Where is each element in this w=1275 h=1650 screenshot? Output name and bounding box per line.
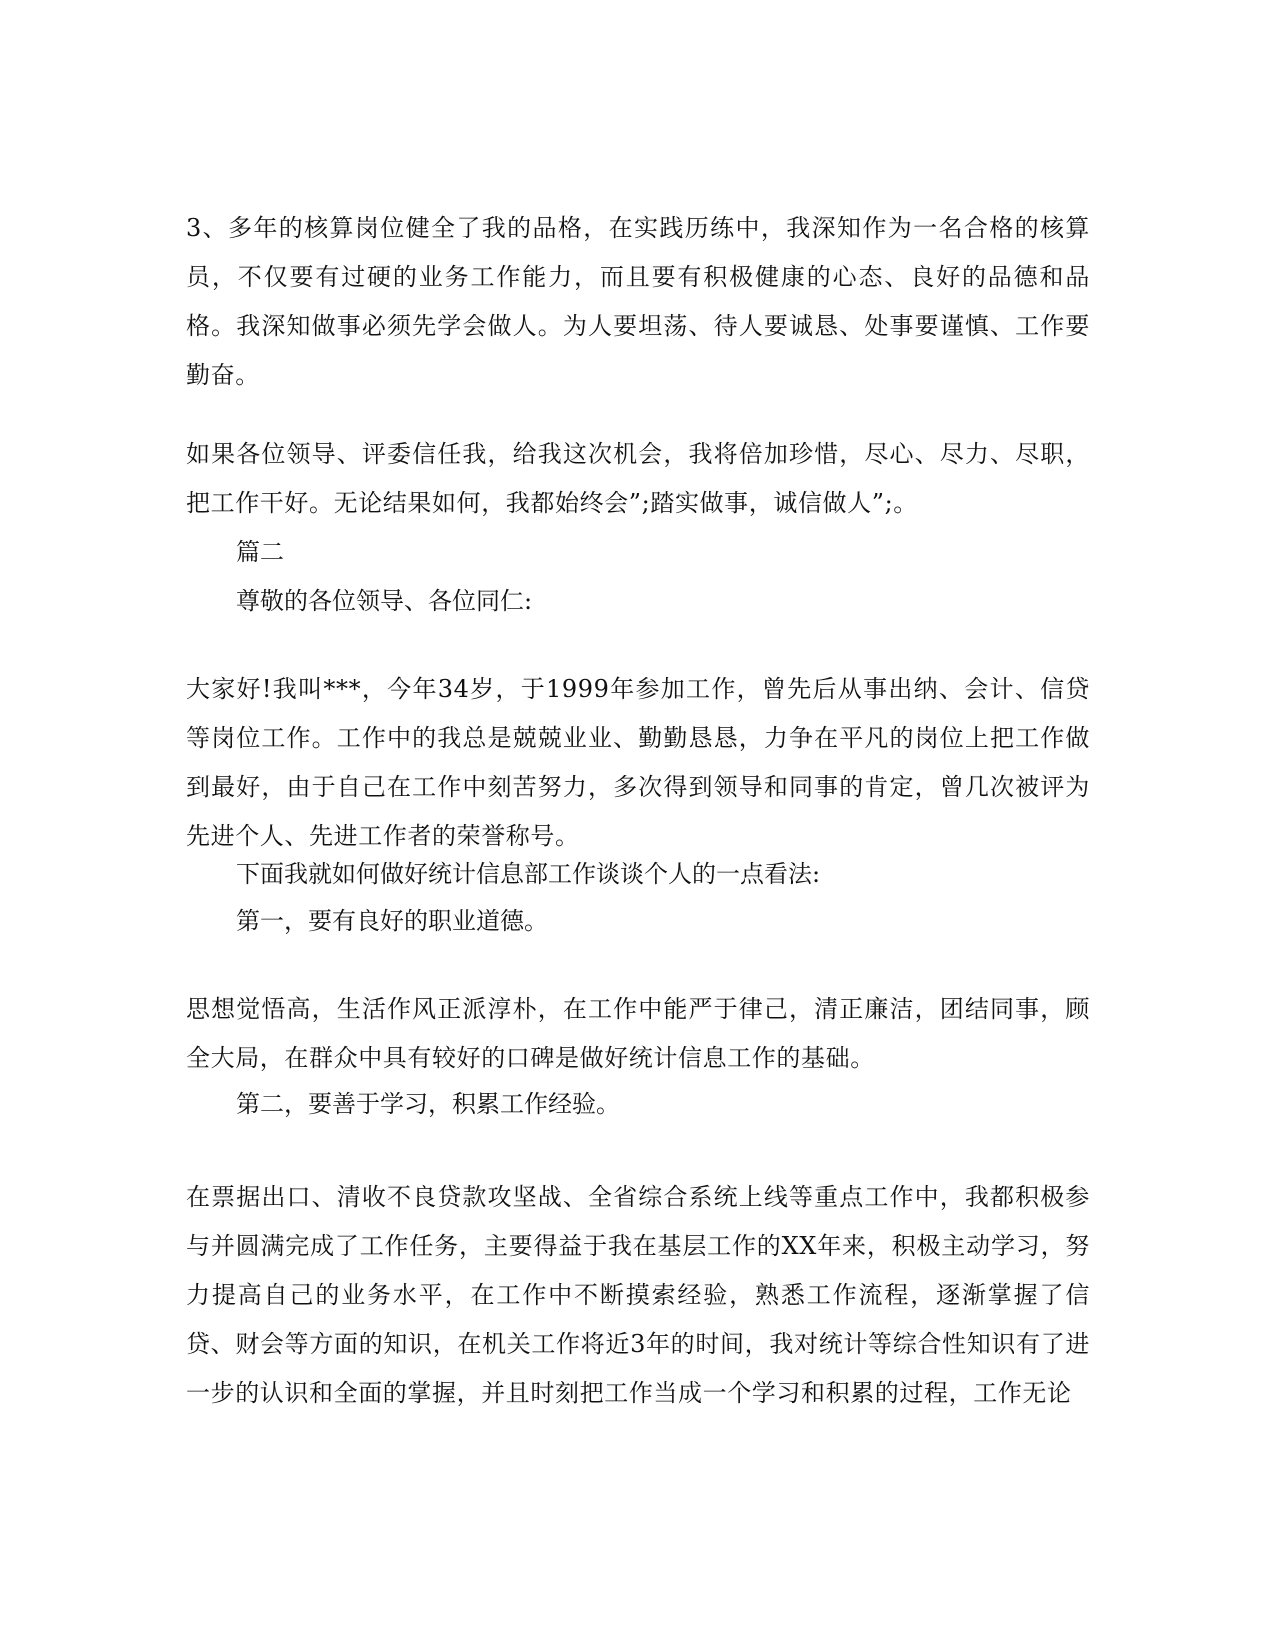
- paragraph-point-one: 思想觉悟高，生活作风正派淳朴，在工作中能严于律己，清正廉洁，团结同事，顾全大局，在群众中具有较好的口碑是做好统计信息工作的基础。: [186, 995, 1090, 1072]
- salutation: 尊敬的各位领导、各位同仁:: [236, 587, 533, 615]
- paragraph-accounting-character: 3、多年的核算岗位健全了我的品格，在实践历练中，我深知作为一名合格的核算员，不仅要有过硬的业务工作能力，而且要有积极健康的心态、良好的品德和品格。我深知做事必须先学会做人。为人要坦荡、待人要诚恳、处事要谨慎、工作要勤奋。: [186, 214, 1090, 389]
- paragraph-point-two: 在票据出口、清收不良贷款攻坚战、全省综合系统上线等重点工作中，我都积极参与并圆满完成了工作任务，主要得益于我在基层工作的XX年来，积极主动学习，努力提高自己的业务水平，在工作中不断摸索经验，熟悉工作流程，逐渐掌握了信贷、财会等方面的知识，在机关工作将近3年的时间，我对统计等综合性知识有了进一步的认识和全面的掌握，并且时刻把工作当成一个学习和积累的过程，工作无论: [186, 1183, 1090, 1407]
- paragraph-views-intro: 下面我就如何做好统计信息部工作谈谈个人的一点看法:: [236, 860, 821, 888]
- paragraph-self-introduction: 大家好!我叫***，今年34岁，于1999年参加工作，曾先后从事出纳、会计、信贷等岗位工作。工作中的我总是兢兢业业、勤勤恳恳，力争在平凡的岗位上把工作做到最好，由于自己在工作中刻苦努力，多次得到领导和同事的肯定，曾几次被评为先进个人、先进工作者的荣誉称号。: [186, 675, 1090, 850]
- point-two-heading: 第二，要善于学习，积累工作经验。: [236, 1090, 620, 1118]
- point-one-heading: 第一，要有良好的职业道德。: [236, 907, 548, 935]
- paragraph-trust-request: 如果各位领导、评委信任我，给我这次机会，我将倍加珍惜，尽心、尽力、尽职，把工作干好。无论结果如何，我都始终会”;踏实做事，诚信做人”;。: [186, 440, 1090, 517]
- section-heading-part-two: 篇二: [236, 538, 284, 566]
